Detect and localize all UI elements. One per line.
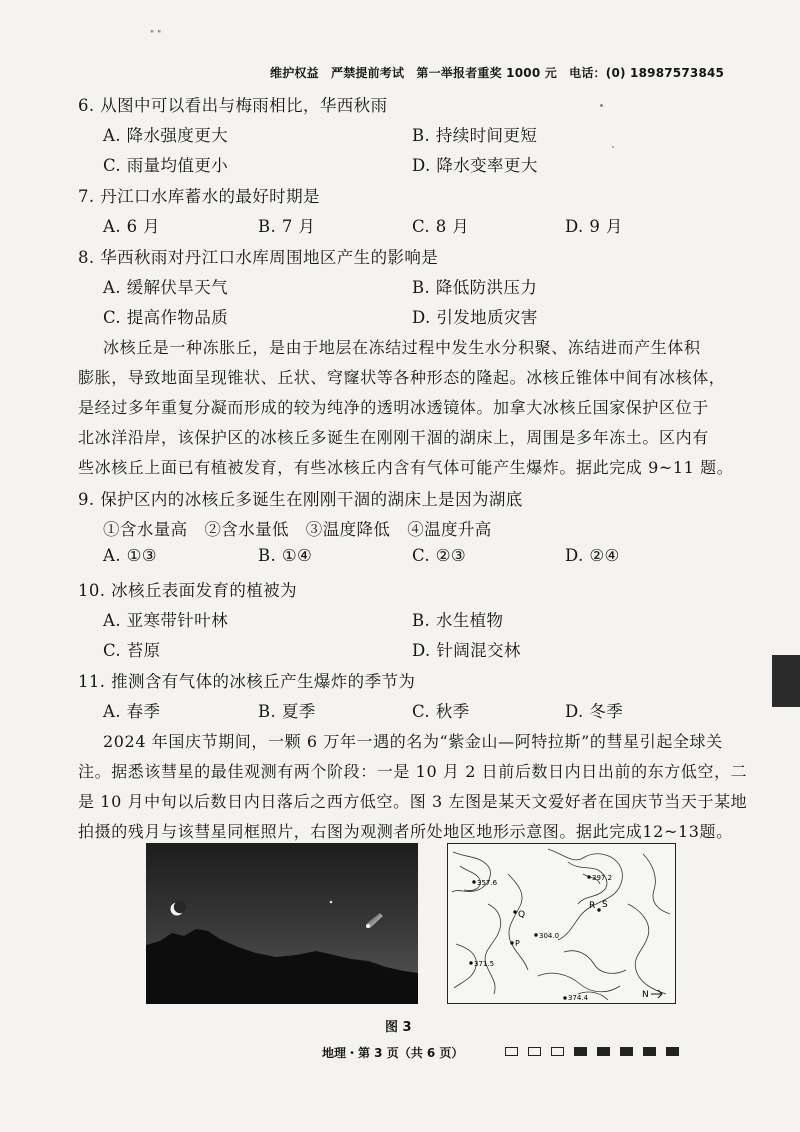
passage-1-line: 冰核丘是一种冻胀丘，是由于地层在冻结过程中发生水分积聚、冻结进而产生体积	[103, 338, 701, 357]
page-marker-filled	[574, 1047, 587, 1056]
q10-option-c: C. 苔原	[103, 641, 161, 660]
page-marker-empty	[505, 1047, 518, 1056]
scan-speck	[612, 146, 614, 148]
map-point-markers	[469, 875, 600, 999]
page-marker-empty	[528, 1047, 541, 1056]
q8-option-b: B. 降低防洪压力	[412, 278, 538, 297]
elevation-label: 357.6	[477, 879, 498, 887]
question-11-stem: 11. 推测含有气体的冰核丘产生爆炸的季节为	[78, 672, 416, 691]
q8-option-c: C. 提高作物品质	[103, 308, 229, 327]
passage-1-line: 北冰洋沿岸，该保护区的冰核丘多诞生在刚刚干涸的湖床上，周围是多年冻土。区内有	[78, 428, 709, 447]
elevation-label: 371.5	[474, 960, 495, 968]
passage-1-line: 膨胀，导致地面呈现锥状、丘状、穹窿状等各种形态的隆起。冰核丘锥体中间有冰核体，	[78, 368, 726, 387]
passage-2-line: 拍摄的残月与该彗星同框照片，右图为观测者所处地区地形示意图。据此完成12~13题。	[78, 822, 733, 841]
q9-statement-list: ①含水量高 ②含水量低 ③温度降低 ④温度升高	[103, 520, 492, 539]
q9-option-b: B. ①④	[258, 546, 313, 565]
q9-option-a: A. ①③	[103, 546, 157, 565]
q10-option-a: A. 亚寒带针叶林	[103, 611, 229, 630]
q9-option-d: D. ②④	[565, 546, 620, 565]
page-edge-tab	[772, 655, 800, 707]
page-marker-filled	[597, 1047, 610, 1056]
q10-option-d: D. 针阔混交林	[412, 641, 521, 660]
passage-2-line: 是 10 月中旬以后数日内日落后之西方低空。图 3 左图是某天文爱好者在国庆节当天于某地	[78, 792, 748, 811]
question-10-stem: 10. 冰核丘表面发育的植被为	[78, 581, 297, 600]
question-7-stem: 7. 丹江口水库蓄水的最好时期是	[78, 187, 320, 206]
q7-option-a: A. 6 月	[103, 217, 161, 236]
q7-option-b: B. 7 月	[258, 217, 316, 236]
q11-option-d: D. 冬季	[565, 702, 624, 721]
elevation-label: 397.2	[592, 874, 613, 882]
point-label-q: Q	[518, 910, 526, 920]
page-marker-filled	[643, 1047, 656, 1056]
elevation-label: 304.0	[539, 932, 560, 940]
anti-leak-notice: 维护权益 严禁提前考试 第一举报者重奖 1000 元 电话：(0) 18987573845	[270, 66, 725, 80]
page-marker-filled	[666, 1047, 679, 1056]
q11-option-c: C. 秋季	[412, 702, 470, 721]
q9-option-c: C. ②③	[412, 546, 467, 565]
page-footer: 地理・第 3 页（共 6 页）	[322, 1046, 464, 1060]
q6-option-b: B. 持续时间更短	[412, 126, 538, 145]
point-label-p: P	[515, 939, 520, 948]
north-arrow-icon	[642, 990, 662, 1000]
footer-page-markers	[505, 1047, 679, 1056]
scan-speck	[600, 104, 603, 107]
q8-option-a: A. 缓解伏旱天气	[103, 278, 229, 297]
question-9-stem: 9. 保护区内的冰核丘多诞生在刚刚干涸的湖床上是因为湖底	[78, 490, 523, 509]
q8-option-d: D. 引发地质灾害	[412, 308, 538, 327]
q10-option-b: B. 水生植物	[412, 611, 504, 630]
terrain-contour-map	[447, 843, 676, 1004]
q11-option-b: B. 夏季	[258, 702, 316, 721]
question-8-stem: 8. 华西秋雨对丹江口水库周围地区产生的影响是	[78, 248, 439, 267]
passage-1-line: 些冰核丘上面已有植被发育，有些冰核丘内含有气体可能产生爆炸。据此完成 9~11 题。	[78, 458, 734, 477]
star-icon	[330, 901, 333, 904]
page-marker-filled	[620, 1047, 633, 1056]
figure-caption: 图 3	[385, 1020, 412, 1035]
scan-tick-marks: " "	[150, 30, 162, 40]
q7-option-d: D. 9 月	[565, 217, 623, 236]
passage-2-line: 注。据悉该彗星的最佳观测有两个阶段：一是 10 月 2 日前后数日内日出前的东方低空，二	[78, 762, 748, 781]
contour-lines	[452, 849, 670, 1000]
q7-option-c: C. 8 月	[412, 217, 470, 236]
elevation-label: 374.4	[568, 994, 589, 1002]
point-label-s: S	[602, 900, 608, 910]
q6-option-d: D. 降水变率更大	[412, 156, 538, 175]
passage-2-line: 2024 年国庆节期间，一颗 6 万年一遇的名为“紫金山—阿特拉斯”的彗星引起全球关	[103, 732, 723, 751]
question-6-stem: 6. 从图中可以看出与梅雨相比，华西秋雨	[78, 96, 388, 115]
passage-1-line: 是经过多年重复分凝而形成的较为纯净的透明冰透镜体。加拿大冰核丘国家保护区位于	[78, 398, 709, 417]
point-label-r: R	[589, 901, 596, 911]
q6-option-a: A. 降水强度更大	[103, 126, 229, 145]
svg-text:N: N	[642, 990, 649, 1000]
comet-moon-photo	[146, 843, 418, 1004]
q6-option-c: C. 雨量均值更小	[103, 156, 229, 175]
page-marker-empty	[551, 1047, 564, 1056]
q11-option-a: A. 春季	[103, 702, 161, 721]
